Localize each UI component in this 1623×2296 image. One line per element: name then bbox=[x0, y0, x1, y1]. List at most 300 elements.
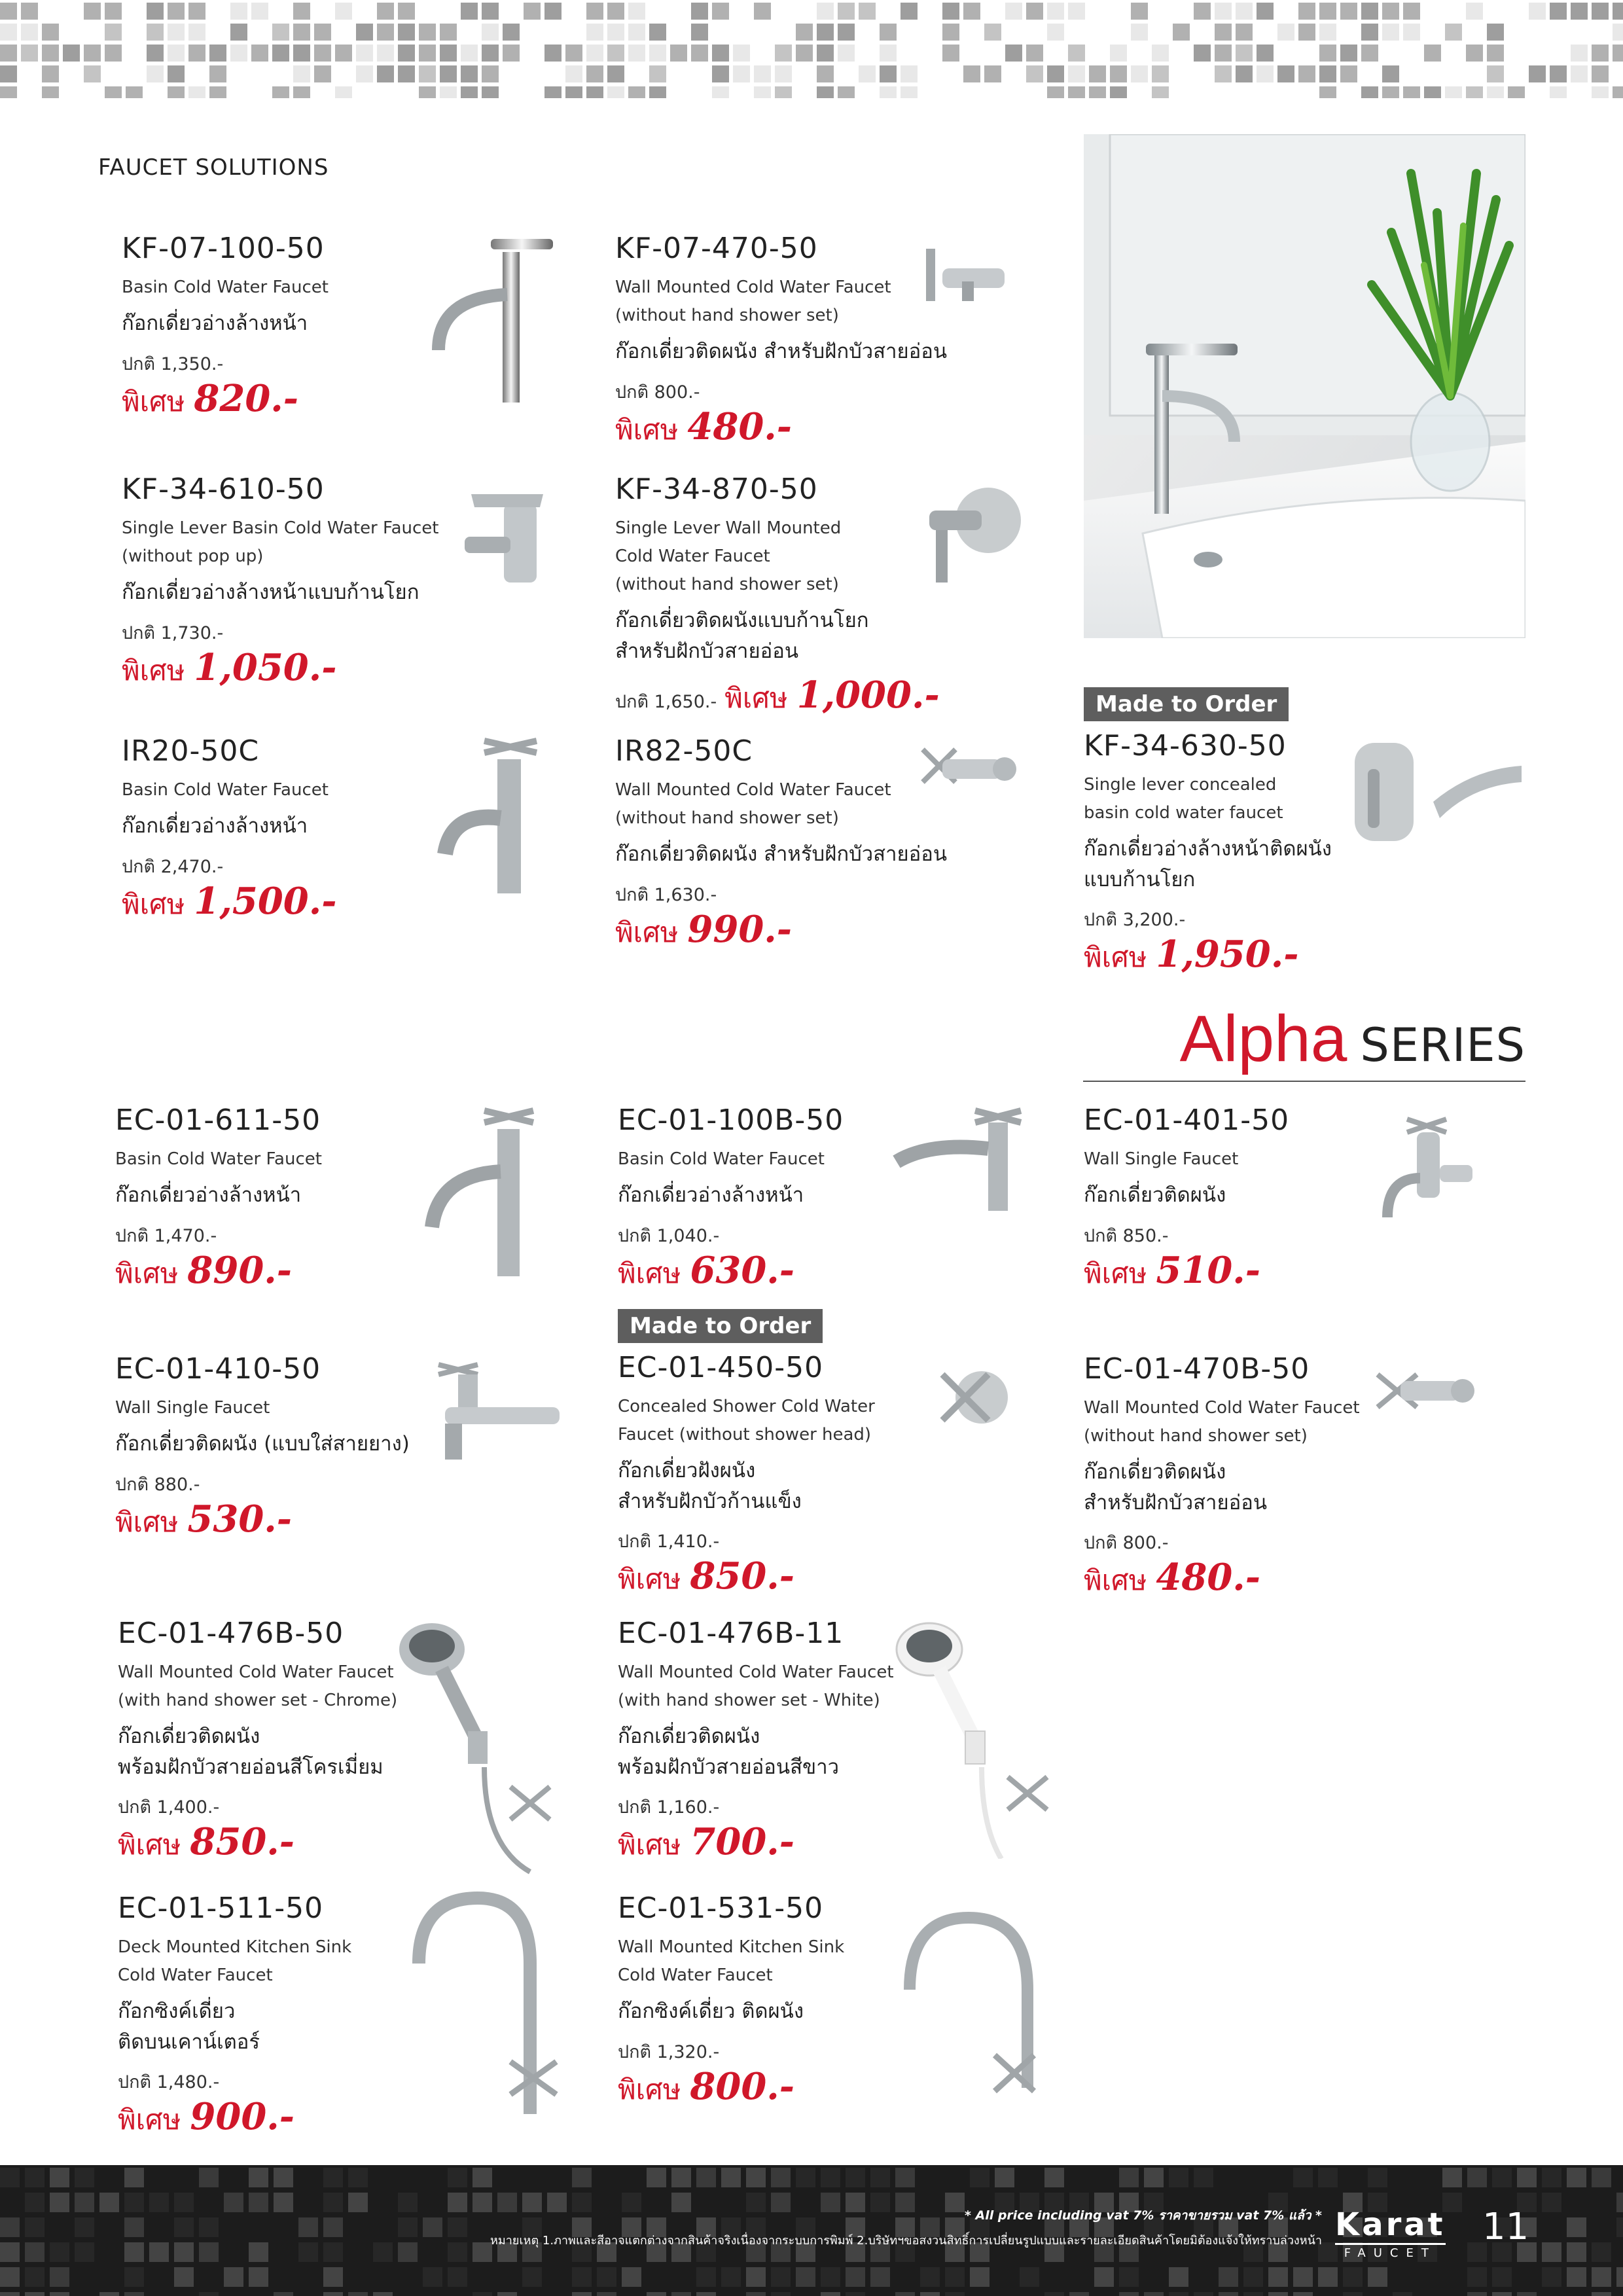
mosaic-tile bbox=[0, 2292, 20, 2296]
normal-price bbox=[615, 673, 940, 717]
mosaic-tile bbox=[846, 2267, 865, 2287]
thai-line: พร้อมฝักบัวสายอ่อนสีขาว bbox=[618, 1755, 840, 1779]
mosaic-tile bbox=[423, 2267, 442, 2287]
mosaic-tile bbox=[1567, 2217, 1586, 2237]
mosaic-tile bbox=[1119, 2267, 1139, 2287]
mosaic-tile bbox=[25, 2292, 45, 2296]
product-thai-name bbox=[122, 811, 336, 842]
cross-handle-wall-faucet-image bbox=[916, 736, 1021, 815]
mosaic-tile bbox=[461, 3, 478, 20]
mosaic-tile bbox=[984, 65, 1001, 82]
mosaic-tile bbox=[298, 2217, 318, 2237]
basin-faucet-image bbox=[425, 232, 556, 406]
product-ec-01-611-50 bbox=[115, 1103, 322, 1292]
mosaic-tile bbox=[199, 2292, 219, 2296]
mosaic-tile bbox=[224, 2267, 243, 2287]
mosaic-tile bbox=[771, 2267, 791, 2287]
mosaic-tile bbox=[249, 2267, 268, 2287]
special-price-value: 630.- bbox=[690, 1248, 795, 1292]
mosaic-tile bbox=[293, 3, 310, 20]
mosaic-tile bbox=[1571, 65, 1588, 82]
mosaic-tile bbox=[622, 2267, 641, 2287]
mosaic-tile bbox=[1487, 45, 1504, 62]
product-thai-name bbox=[1084, 834, 1332, 895]
english-line: (without hand shower set) bbox=[1084, 1426, 1308, 1446]
product-english-name bbox=[615, 274, 947, 330]
mosaic-tile bbox=[419, 45, 436, 62]
product-thai-name bbox=[122, 308, 329, 339]
mosaic-tile bbox=[423, 2217, 442, 2237]
mosaic-tile bbox=[25, 2267, 45, 2287]
mosaic-tile bbox=[670, 45, 687, 62]
concealed-shower-faucet-image bbox=[929, 1361, 1014, 1440]
mosaic-tile bbox=[945, 2267, 965, 2287]
mosaic-tile bbox=[448, 2267, 467, 2287]
special-price bbox=[724, 673, 940, 717]
mosaic-tile bbox=[1382, 3, 1399, 20]
english-line: Wall Single Faucet bbox=[115, 1398, 270, 1418]
mosaic-tile bbox=[348, 2168, 368, 2187]
mosaic-tile bbox=[373, 2292, 393, 2296]
thai-line: ก๊อกเดี่ยวอ่างล้างหน้า bbox=[122, 312, 308, 336]
english-line: basin cold water faucet bbox=[1084, 803, 1283, 823]
product-code: EC-01-476B-50 bbox=[118, 1617, 344, 1650]
mosaic-tile bbox=[147, 45, 164, 62]
product-ec-01-476b-50 bbox=[118, 1617, 398, 1864]
mosaic-tile bbox=[75, 2242, 94, 2262]
mosaic-tile bbox=[821, 2267, 840, 2287]
mosaic-tile bbox=[942, 3, 959, 20]
normal-price: ปกติ 880.- bbox=[115, 1474, 200, 1495]
mosaic-tile bbox=[188, 24, 205, 41]
mosaic-tile bbox=[168, 86, 185, 98]
mosaic-tile bbox=[50, 2193, 69, 2212]
special-label: พิเศษ bbox=[122, 654, 185, 687]
english-line: Cold Water Faucet bbox=[118, 1965, 273, 1986]
normal-price: ปกติ 1,470.- bbox=[115, 1225, 217, 1246]
product-code: EC-01-410-50 bbox=[115, 1352, 321, 1386]
mosaic-tile bbox=[1169, 2292, 1188, 2296]
mosaic-tile bbox=[335, 45, 352, 62]
mosaic-tile bbox=[1298, 3, 1315, 20]
special-price-value: 700.- bbox=[690, 1820, 795, 1864]
mosaic-tile bbox=[1277, 65, 1294, 82]
special-price-value: 990.- bbox=[687, 907, 793, 951]
mosaic-tile bbox=[1089, 86, 1106, 98]
single-lever-faucet-image bbox=[458, 484, 556, 589]
mosaic-tile bbox=[503, 45, 520, 62]
thai-line: สำหรับฝักบัวสายอ่อน bbox=[615, 639, 799, 663]
mosaic-tile bbox=[1119, 2292, 1139, 2296]
mosaic-tile bbox=[0, 65, 17, 82]
series-suffix: SERIES bbox=[1360, 1018, 1525, 1072]
product-ec-01-476b-11 bbox=[618, 1617, 894, 1864]
thai-line: ก๊อกเดี่ยวอ่างล้างหน้าแบบก้านโยก bbox=[122, 581, 419, 605]
mosaic-tile bbox=[1215, 24, 1232, 41]
mosaic-tile bbox=[995, 2168, 1014, 2187]
thai-line: สำหรับฝักบัวสายอ่อน bbox=[1084, 1490, 1268, 1515]
mosaic-tile bbox=[1047, 65, 1064, 82]
mosaic-tile bbox=[335, 3, 352, 20]
mosaic-tile bbox=[870, 2168, 890, 2187]
normal-price: ปกติ 1,040.- bbox=[618, 1225, 720, 1246]
mosaic-tile bbox=[209, 86, 226, 98]
product-kf-34-610-50 bbox=[122, 473, 439, 689]
mosaic-tile bbox=[984, 24, 1001, 41]
mosaic-tile bbox=[963, 65, 980, 82]
special-label: พิเศษ bbox=[115, 1257, 179, 1289]
mosaic-tile bbox=[920, 2267, 940, 2287]
product-thai-name bbox=[618, 1180, 844, 1211]
mosaic-tile bbox=[1257, 45, 1274, 62]
mosaic-tile bbox=[1215, 45, 1232, 62]
mosaic-tile bbox=[1529, 65, 1546, 82]
mosaic-tile bbox=[1152, 65, 1169, 82]
mosaic-tile bbox=[796, 2267, 815, 2287]
mosaic-tile bbox=[1219, 2267, 1238, 2287]
mosaic-tile bbox=[1219, 2292, 1238, 2296]
mosaic-tile bbox=[124, 2168, 144, 2187]
mosaic-tile bbox=[838, 3, 855, 20]
product-thai-name bbox=[618, 1996, 844, 2027]
special-price bbox=[122, 376, 329, 420]
mosaic-tile bbox=[440, 86, 457, 98]
mosaic-tile bbox=[272, 86, 289, 98]
mosaic-tile bbox=[230, 45, 247, 62]
top-mosaic-banner bbox=[0, 0, 1623, 98]
mosaic-tile bbox=[1466, 86, 1483, 98]
mosaic-tile bbox=[963, 3, 980, 20]
mosaic-tile bbox=[482, 45, 499, 62]
special-label: พิเศษ bbox=[118, 2104, 181, 2136]
english-line: Wall Mounted Cold Water Faucet bbox=[618, 1662, 894, 1683]
mosaic-tile bbox=[1592, 2267, 1611, 2287]
special-label: พิเศษ bbox=[1084, 1564, 1147, 1597]
mosaic-tile bbox=[524, 3, 541, 20]
mosaic-tile bbox=[817, 24, 834, 41]
mosaic-tile bbox=[565, 86, 582, 98]
special-label: พิเศษ bbox=[615, 916, 679, 948]
product-english-name bbox=[618, 1933, 844, 1990]
mosaic-tile bbox=[293, 86, 310, 98]
mosaic-tile bbox=[721, 2267, 741, 2287]
mosaic-tile bbox=[1403, 86, 1420, 98]
mosaic-tile bbox=[1277, 24, 1294, 41]
mosaic-tile bbox=[712, 86, 729, 98]
product-english-name bbox=[118, 1933, 351, 1990]
mosaic-tile bbox=[880, 65, 897, 82]
mosaic-tile bbox=[1529, 3, 1546, 20]
mosaic-tile bbox=[251, 3, 268, 20]
english-line: Wall Mounted Cold Water Faucet bbox=[118, 1662, 394, 1683]
mosaic-tile bbox=[473, 2242, 492, 2262]
english-line: Wall Mounted Cold Water Faucet bbox=[615, 780, 891, 800]
mosaic-tile bbox=[572, 2168, 592, 2187]
mosaic-tile bbox=[1236, 3, 1253, 20]
mosaic-tile bbox=[84, 3, 101, 20]
mosaic-tile bbox=[1613, 45, 1623, 62]
mosaic-tile bbox=[1257, 65, 1274, 82]
thai-line: แบบก้านโยก bbox=[1084, 867, 1196, 891]
english-line: Basin Cold Water Faucet bbox=[115, 1149, 322, 1170]
mosaic-tile bbox=[249, 2242, 268, 2262]
mosaic-tile bbox=[0, 2267, 20, 2287]
mosaic-tile bbox=[274, 2193, 293, 2212]
mosaic-tile bbox=[84, 45, 101, 62]
mosaic-tile bbox=[168, 65, 185, 82]
mosaic-tile bbox=[586, 3, 603, 20]
mosaic-tile bbox=[1026, 3, 1043, 20]
product-english-name bbox=[122, 274, 329, 302]
normal-price: ปกติ 850.- bbox=[1084, 1225, 1169, 1246]
mosaic-tile bbox=[84, 65, 101, 82]
alpha-wall-shower-faucet-image bbox=[1371, 1355, 1476, 1433]
mosaic-tile bbox=[1613, 3, 1623, 20]
mosaic-tile bbox=[821, 2292, 840, 2296]
mosaic-tile bbox=[25, 2168, 45, 2187]
english-line: (without hand shower set) bbox=[615, 808, 839, 829]
product-code: KF-34-870-50 bbox=[615, 473, 818, 506]
mosaic-tile bbox=[775, 86, 792, 98]
mosaic-tile bbox=[440, 65, 457, 82]
normal-price: ปกติ 1,480.- bbox=[118, 2072, 220, 2093]
wall-faucet-image bbox=[923, 242, 1008, 308]
normal-price: ปกติ 800.- bbox=[1084, 1533, 1169, 1554]
mosaic-tile bbox=[901, 86, 918, 98]
mosaic-tile bbox=[50, 2267, 69, 2287]
mosaic-tile bbox=[461, 65, 478, 82]
mosaic-tile bbox=[448, 2242, 467, 2262]
special-price-value: 1,050.- bbox=[194, 645, 337, 689]
product-code: KF-07-470-50 bbox=[615, 232, 818, 265]
english-line: Cold Water Faucet bbox=[618, 1965, 773, 1986]
mosaic-tile bbox=[105, 24, 122, 41]
special-price bbox=[618, 1554, 875, 1598]
mosaic-tile bbox=[1069, 2292, 1089, 2296]
special-price bbox=[122, 645, 438, 689]
thai-line: ก๊อกเดี่ยวติดผนัง bbox=[118, 1725, 260, 1749]
mosaic-tile bbox=[124, 2292, 144, 2296]
mosaic-tile bbox=[42, 45, 59, 62]
mosaic-tile bbox=[754, 86, 771, 98]
mosaic-tile bbox=[398, 3, 415, 20]
product-code: EC-01-476B-11 bbox=[618, 1617, 844, 1650]
mosaic-tile bbox=[0, 86, 17, 98]
special-price bbox=[615, 907, 947, 951]
mosaic-tile bbox=[448, 2217, 467, 2237]
mosaic-tile bbox=[398, 65, 415, 82]
mosaic-tile bbox=[970, 2267, 990, 2287]
mosaic-tile bbox=[147, 65, 164, 82]
mosaic-tile bbox=[1424, 86, 1441, 98]
footer-notes bbox=[490, 2206, 1322, 2250]
cross-handle-basin-faucet-image bbox=[432, 733, 556, 897]
mosaic-tile bbox=[607, 3, 624, 20]
mosaic-tile bbox=[168, 45, 185, 62]
mosaic-tile bbox=[1571, 3, 1588, 20]
mosaic-tile bbox=[522, 2267, 542, 2287]
mosaic-tile bbox=[398, 2242, 418, 2262]
mosaic-tile bbox=[1592, 2292, 1611, 2296]
english-line: Faucet (without shower head) bbox=[618, 1425, 872, 1445]
mosaic-tile bbox=[1131, 3, 1148, 20]
mosaic-tile bbox=[0, 45, 17, 62]
mosaic-tile bbox=[1005, 3, 1022, 20]
mosaic-tile bbox=[174, 2217, 194, 2237]
mosaic-tile bbox=[1467, 2267, 1487, 2287]
mosaic-tile bbox=[1236, 45, 1253, 62]
product-english-name bbox=[1084, 1394, 1360, 1450]
mosaic-tile bbox=[1169, 2168, 1188, 2187]
mosaic-tile bbox=[1382, 65, 1399, 82]
mosaic-tile bbox=[746, 2292, 766, 2296]
mosaic-tile bbox=[746, 2168, 766, 2187]
mosaic-tile bbox=[1005, 45, 1022, 62]
mosaic-tile bbox=[419, 24, 436, 41]
mosaic-tile bbox=[497, 2292, 517, 2296]
made-to-order-badge: Made to Order bbox=[1084, 687, 1289, 721]
mosaic-tile bbox=[838, 86, 855, 98]
mosaic-tile bbox=[1094, 2267, 1114, 2287]
mosaic-tile bbox=[1613, 86, 1623, 98]
mosaic-tile bbox=[1343, 2267, 1363, 2287]
product-code: KF-34-630-50 bbox=[1084, 729, 1287, 762]
page-number: 11 bbox=[1482, 2206, 1529, 2248]
mosaic-tile bbox=[817, 86, 834, 98]
special-label: พิเศษ bbox=[1084, 941, 1147, 974]
mosaic-tile bbox=[1487, 24, 1504, 41]
mosaic-tile bbox=[105, 86, 122, 98]
mosaic-tile bbox=[775, 45, 792, 62]
thai-line: ก๊อกเดี่ยวติดผนัง bbox=[618, 1725, 760, 1749]
mosaic-tile bbox=[1517, 2292, 1537, 2296]
mosaic-tile bbox=[597, 2292, 616, 2296]
mosaic-tile bbox=[249, 2168, 268, 2187]
mosaic-tile bbox=[586, 65, 603, 82]
special-price bbox=[122, 879, 337, 923]
mosaic-tile bbox=[1340, 65, 1357, 82]
special-price-value: 480.- bbox=[1156, 1556, 1261, 1600]
mosaic-tile bbox=[1318, 2168, 1338, 2187]
mosaic-tile bbox=[880, 45, 897, 62]
mosaic-tile bbox=[1298, 24, 1315, 41]
special-price bbox=[618, 1248, 844, 1292]
product-english-name bbox=[618, 1659, 894, 1715]
karat-faucet-logo bbox=[1335, 2206, 1446, 2260]
special-price bbox=[1084, 1556, 1360, 1600]
brand-sub: FAUCET bbox=[1335, 2243, 1446, 2260]
mosaic-tile bbox=[1236, 65, 1253, 82]
mosaic-tile bbox=[846, 2292, 865, 2296]
english-line: (without hand shower set) bbox=[615, 575, 839, 595]
mosaic-tile bbox=[859, 3, 876, 20]
mosaic-tile bbox=[1567, 2242, 1586, 2262]
mosaic-tile bbox=[754, 3, 771, 20]
product-thai-name bbox=[118, 1721, 397, 1782]
mosaic-tile bbox=[895, 2168, 915, 2187]
product-thai-name bbox=[115, 1429, 410, 1460]
mosaic-tile bbox=[821, 2168, 840, 2187]
mosaic-tile bbox=[42, 65, 59, 82]
mosaic-tile bbox=[1173, 24, 1190, 41]
mosaic-tile bbox=[1044, 2292, 1064, 2296]
mosaic-tile bbox=[323, 2168, 343, 2187]
product-english-name bbox=[618, 1393, 875, 1449]
special-price-value: 820.- bbox=[194, 376, 299, 420]
product-kf-07-470-50 bbox=[615, 232, 948, 448]
product-thai-name bbox=[122, 577, 438, 608]
thai-line: ก๊อกเดี่ยวอ่างล้างหน้า bbox=[618, 1183, 804, 1208]
mosaic-tile bbox=[174, 2193, 194, 2212]
special-price-value: 800.- bbox=[690, 2064, 795, 2108]
wall-kitchen-faucet-image bbox=[897, 1892, 1060, 2108]
product-english-name bbox=[115, 1145, 322, 1174]
product-kf-34-870-50 bbox=[615, 474, 940, 715]
mosaic-tile bbox=[0, 2168, 20, 2187]
mosaic-tile bbox=[105, 45, 122, 62]
product-code: EC-01-450-50 bbox=[618, 1351, 824, 1384]
special-label: พิเศษ bbox=[122, 385, 185, 418]
mosaic-tile bbox=[1442, 2168, 1462, 2187]
mosaic-tile bbox=[356, 45, 373, 62]
normal-price-text: ปกติ 1,650.- bbox=[615, 692, 717, 713]
english-line: Wall Mounted Kitchen Sink bbox=[618, 1937, 845, 1958]
mosaic-tile bbox=[440, 45, 457, 62]
mosaic-tile bbox=[1131, 24, 1148, 41]
product-code: IR82-50C bbox=[615, 734, 753, 768]
mosaic-tile bbox=[1487, 65, 1504, 82]
mosaic-tile bbox=[1492, 2292, 1512, 2296]
mosaic-tile bbox=[1616, 2217, 1623, 2237]
mosaic-tile bbox=[1047, 24, 1064, 41]
series-name: Alpha bbox=[1179, 1002, 1347, 1075]
mosaic-tile bbox=[188, 86, 205, 98]
english-line: Basin Cold Water Faucet bbox=[122, 278, 329, 298]
mosaic-tile bbox=[597, 2267, 616, 2287]
thai-line: ก๊อกเดี่ยวติดผนัง bbox=[1084, 1183, 1226, 1208]
deck-kitchen-faucet-image bbox=[399, 1885, 576, 2121]
mosaic-tile bbox=[1550, 3, 1567, 20]
product-code: EC-01-100B-50 bbox=[618, 1103, 844, 1137]
mosaic-tile bbox=[696, 2267, 716, 2287]
mosaic-tile bbox=[696, 2292, 716, 2296]
english-line: Concealed Shower Cold Water bbox=[618, 1397, 875, 1417]
mosaic-tile bbox=[25, 2242, 45, 2262]
mosaic-tile bbox=[1492, 2168, 1512, 2187]
mosaic-tile bbox=[1020, 2267, 1039, 2287]
special-price bbox=[618, 1820, 894, 1864]
product-ec-01-401-50 bbox=[1084, 1103, 1290, 1292]
mosaic-tile bbox=[124, 2267, 144, 2287]
thai-line: ก๊อกเดี่ยวอ่างล้างหน้าติดผนัง bbox=[1084, 837, 1332, 861]
product-thai-name bbox=[618, 1456, 875, 1516]
product-code: EC-01-511-50 bbox=[118, 1892, 324, 1925]
thai-line: ก๊อกซิงค์เดี่ยว ติดผนัง bbox=[618, 2000, 804, 2024]
mosaic-tile bbox=[149, 2193, 169, 2212]
mosaic-tile bbox=[1571, 45, 1588, 62]
special-label: พิเศษ bbox=[118, 1829, 181, 1861]
special-price bbox=[1084, 933, 1332, 977]
mosaic-tile bbox=[1613, 24, 1623, 41]
product-thai-name bbox=[118, 1996, 351, 2057]
special-label: พิเศษ bbox=[115, 1505, 179, 1538]
product-code: KF-34-610-50 bbox=[122, 473, 325, 506]
english-line: (without hand shower set) bbox=[615, 306, 839, 326]
product-english-name bbox=[118, 1659, 397, 1715]
mosaic-tile bbox=[1592, 3, 1609, 20]
mosaic-tile bbox=[1152, 86, 1169, 98]
mosaic-tile bbox=[199, 2242, 219, 2262]
